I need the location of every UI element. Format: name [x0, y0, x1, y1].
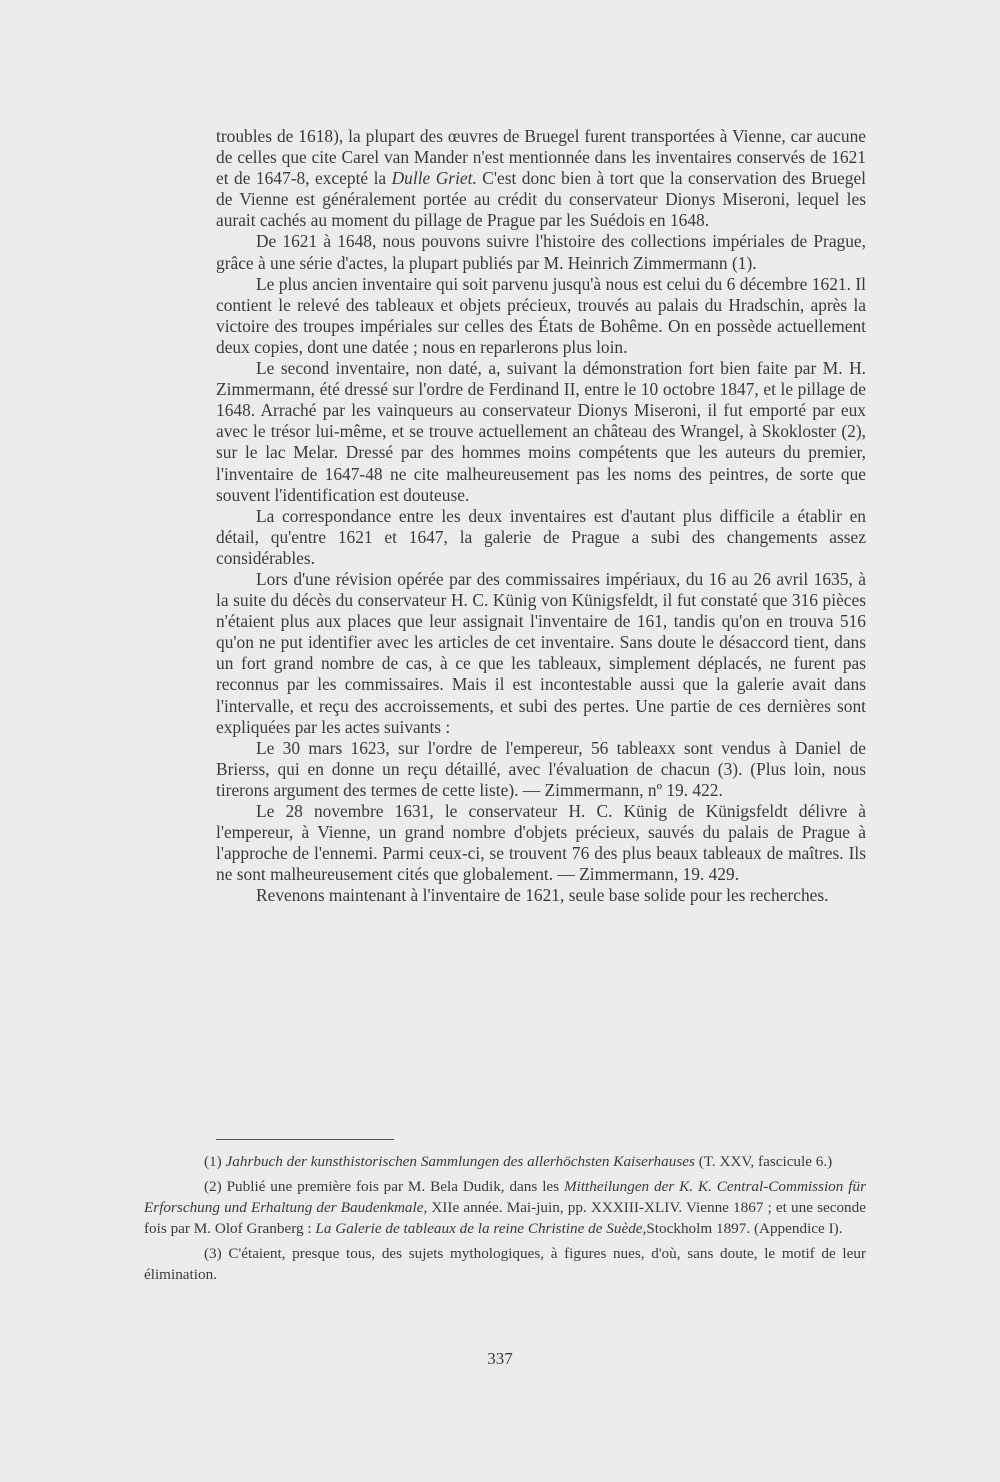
paragraph: De 1621 à 1648, nous pouvons suivre l'histoire des collections impériales de Prague, grâce à une série d'actes, la plupart publiés par M. Heinrich Zimmermann (1). — [216, 231, 866, 273]
paragraph: Revenons maintenant à l'inventaire de 1621, seule base solide pour les recherches. — [256, 885, 829, 906]
italic-title: Dulle Griet. — [391, 168, 477, 189]
paragraph: Lors d'une révision opérée par des commissaires impériaux, du 16 au 26 avril 1635, à la suite du décès du conservateur H. C. Künig von Künigsfeldt, il fut constaté que 316 pièces n'étaient plus aux places que leur assignait l'inventaire de 161, tandis qu'on en trouva 516 qu'on ne put identifier avec les articles de cet inventaire. Sans doute le désaccord tient, dans un fort grand nombre de cas, à ce que les tableaux, simplement déplacés, ne furent pas reconnus par les commissaires. Mais il est incontestable aussi que la galerie avait dans l'intervalle, et reçu des accroissements, et subi des pertes. Une partie de ces dernières sont expliquées par les actes suivants : — [216, 568, 866, 737]
paragraph: Le 28 novembre 1631, le conservateur H. C. Künig de Künigsfeldt délivre à l'empereur, à Vienne, un grand nombre d'objets précieux, sauvés du palais de Prague à l'approche de l'ennemi. Parmi ceux-ci, se trouvent 76 des plus beaux tableaux de maîtres. Ils ne sont malheureusement cités que globalement. — Zimmermann, 19. 429. — [216, 801, 866, 885]
footnote-text: (T. XXV, fascicule 6.) — [694, 1153, 833, 1170]
page-number: 337 — [487, 1349, 513, 1368]
paragraph — [216, 126, 866, 231]
main-text — [216, 126, 866, 906]
paragraph-text: troubles de 1618), la plupart des œuvres de Bruegel furent transportées à Vienne, car aucune de celles que cite Carel van Mander n'est mentionnée dans les inventaires conservés de 1621 et de 1647-8, excepté la — [216, 126, 866, 189]
footnote-text: Stockholm 1897. (Appendice I). — [646, 1219, 843, 1237]
footnote-text: (2) Publié une première fois par M. Bela Dudik, dans les — [204, 1177, 564, 1195]
paragraph-text: C'est donc bien à tort que la conservation des Bruegel de Vienne est généralement portée au crédit du conservateur Dionys Miseroni, lequel les aurait cachés au moment du pillage de Prague par les Suédois en 1648. — [216, 168, 866, 231]
paragraph: La correspondance entre les deux inventaires est d'autant plus difficile a établir en détail, qu'entre 1621 et 1647, la galerie de Prague a subi des changements assez considérables. — [216, 505, 866, 568]
footnote-2 — [144, 1177, 866, 1240]
paragraph: Le 30 mars 1623, sur l'ordre de l'empereur, 56 tableaxx sont vendus à Daniel de Brierss, qui en donne un reçu détaillé, avec l'évaluation de chacun (3). (Plus loin, nous tirerons argument des termes de cette liste). — Zimmermann, nº 19. 422. — [216, 737, 866, 800]
footnotes — [144, 1152, 866, 1289]
paragraph: Le second inventaire, non daté, a, suivant la démonstration fort bien faite par M. H. Zimmermann, été dressé sur l'ordre de Ferdinand II, entre le 10 octobre 1847, et le pillage de 1648. Arraché par les vainqueurs au conservateur Dionys Miseroni, il fut emporté par eux avec le trésor lui-même, et se trouve actuellement an château des Wrangel, à Skokloster (2), sur le lac Melar. Dressé par des hommes moins compétents que les auteurs du premier, l'inventaire de 1647-48 ne cite malheureusement pas les noms des peintres, de sorte que souvent l'identification est douteuse. — [216, 358, 866, 505]
footnote-text: XIIe année. Mai-juin, pp. XXXIII-XLIV. Vienne 1867 ; et une seconde fois par M. Olof Granberg : — [144, 1198, 866, 1237]
italic-title: La Galerie de tableaux de la reine Christine de Suède, — [315, 1219, 647, 1237]
footnote-1 — [144, 1152, 866, 1173]
footnote-text: (1) — [204, 1153, 226, 1170]
paragraph: Le plus ancien inventaire qui soit parvenu jusqu'à nous est celui du 6 décembre 1621. Il contient le relevé des tableaux et objets précieux, trouvés au palais du Hradschin, après la victoire des troupes impériales sur celles des États de Bohême. On en possède actuellement deux copies, dont une datée ; nous en reparlerons plus loin. — [216, 273, 866, 357]
footnote-divider — [216, 1139, 394, 1140]
italic-title: Mittheilungen der K. K. Central-Commission für Erforschung und Erhaltung der Baudenkmale, — [144, 1177, 866, 1216]
italic-title: Jahrbuch der kunsthistorischen Sammlungen des allerhöchsten Kaiserhauses — [225, 1153, 695, 1170]
footnote-3: (3) C'étaient, presque tous, des sujets mythologiques, à figures nues, d'où, sans doute, le motif de leur élimination. — [144, 1244, 866, 1283]
